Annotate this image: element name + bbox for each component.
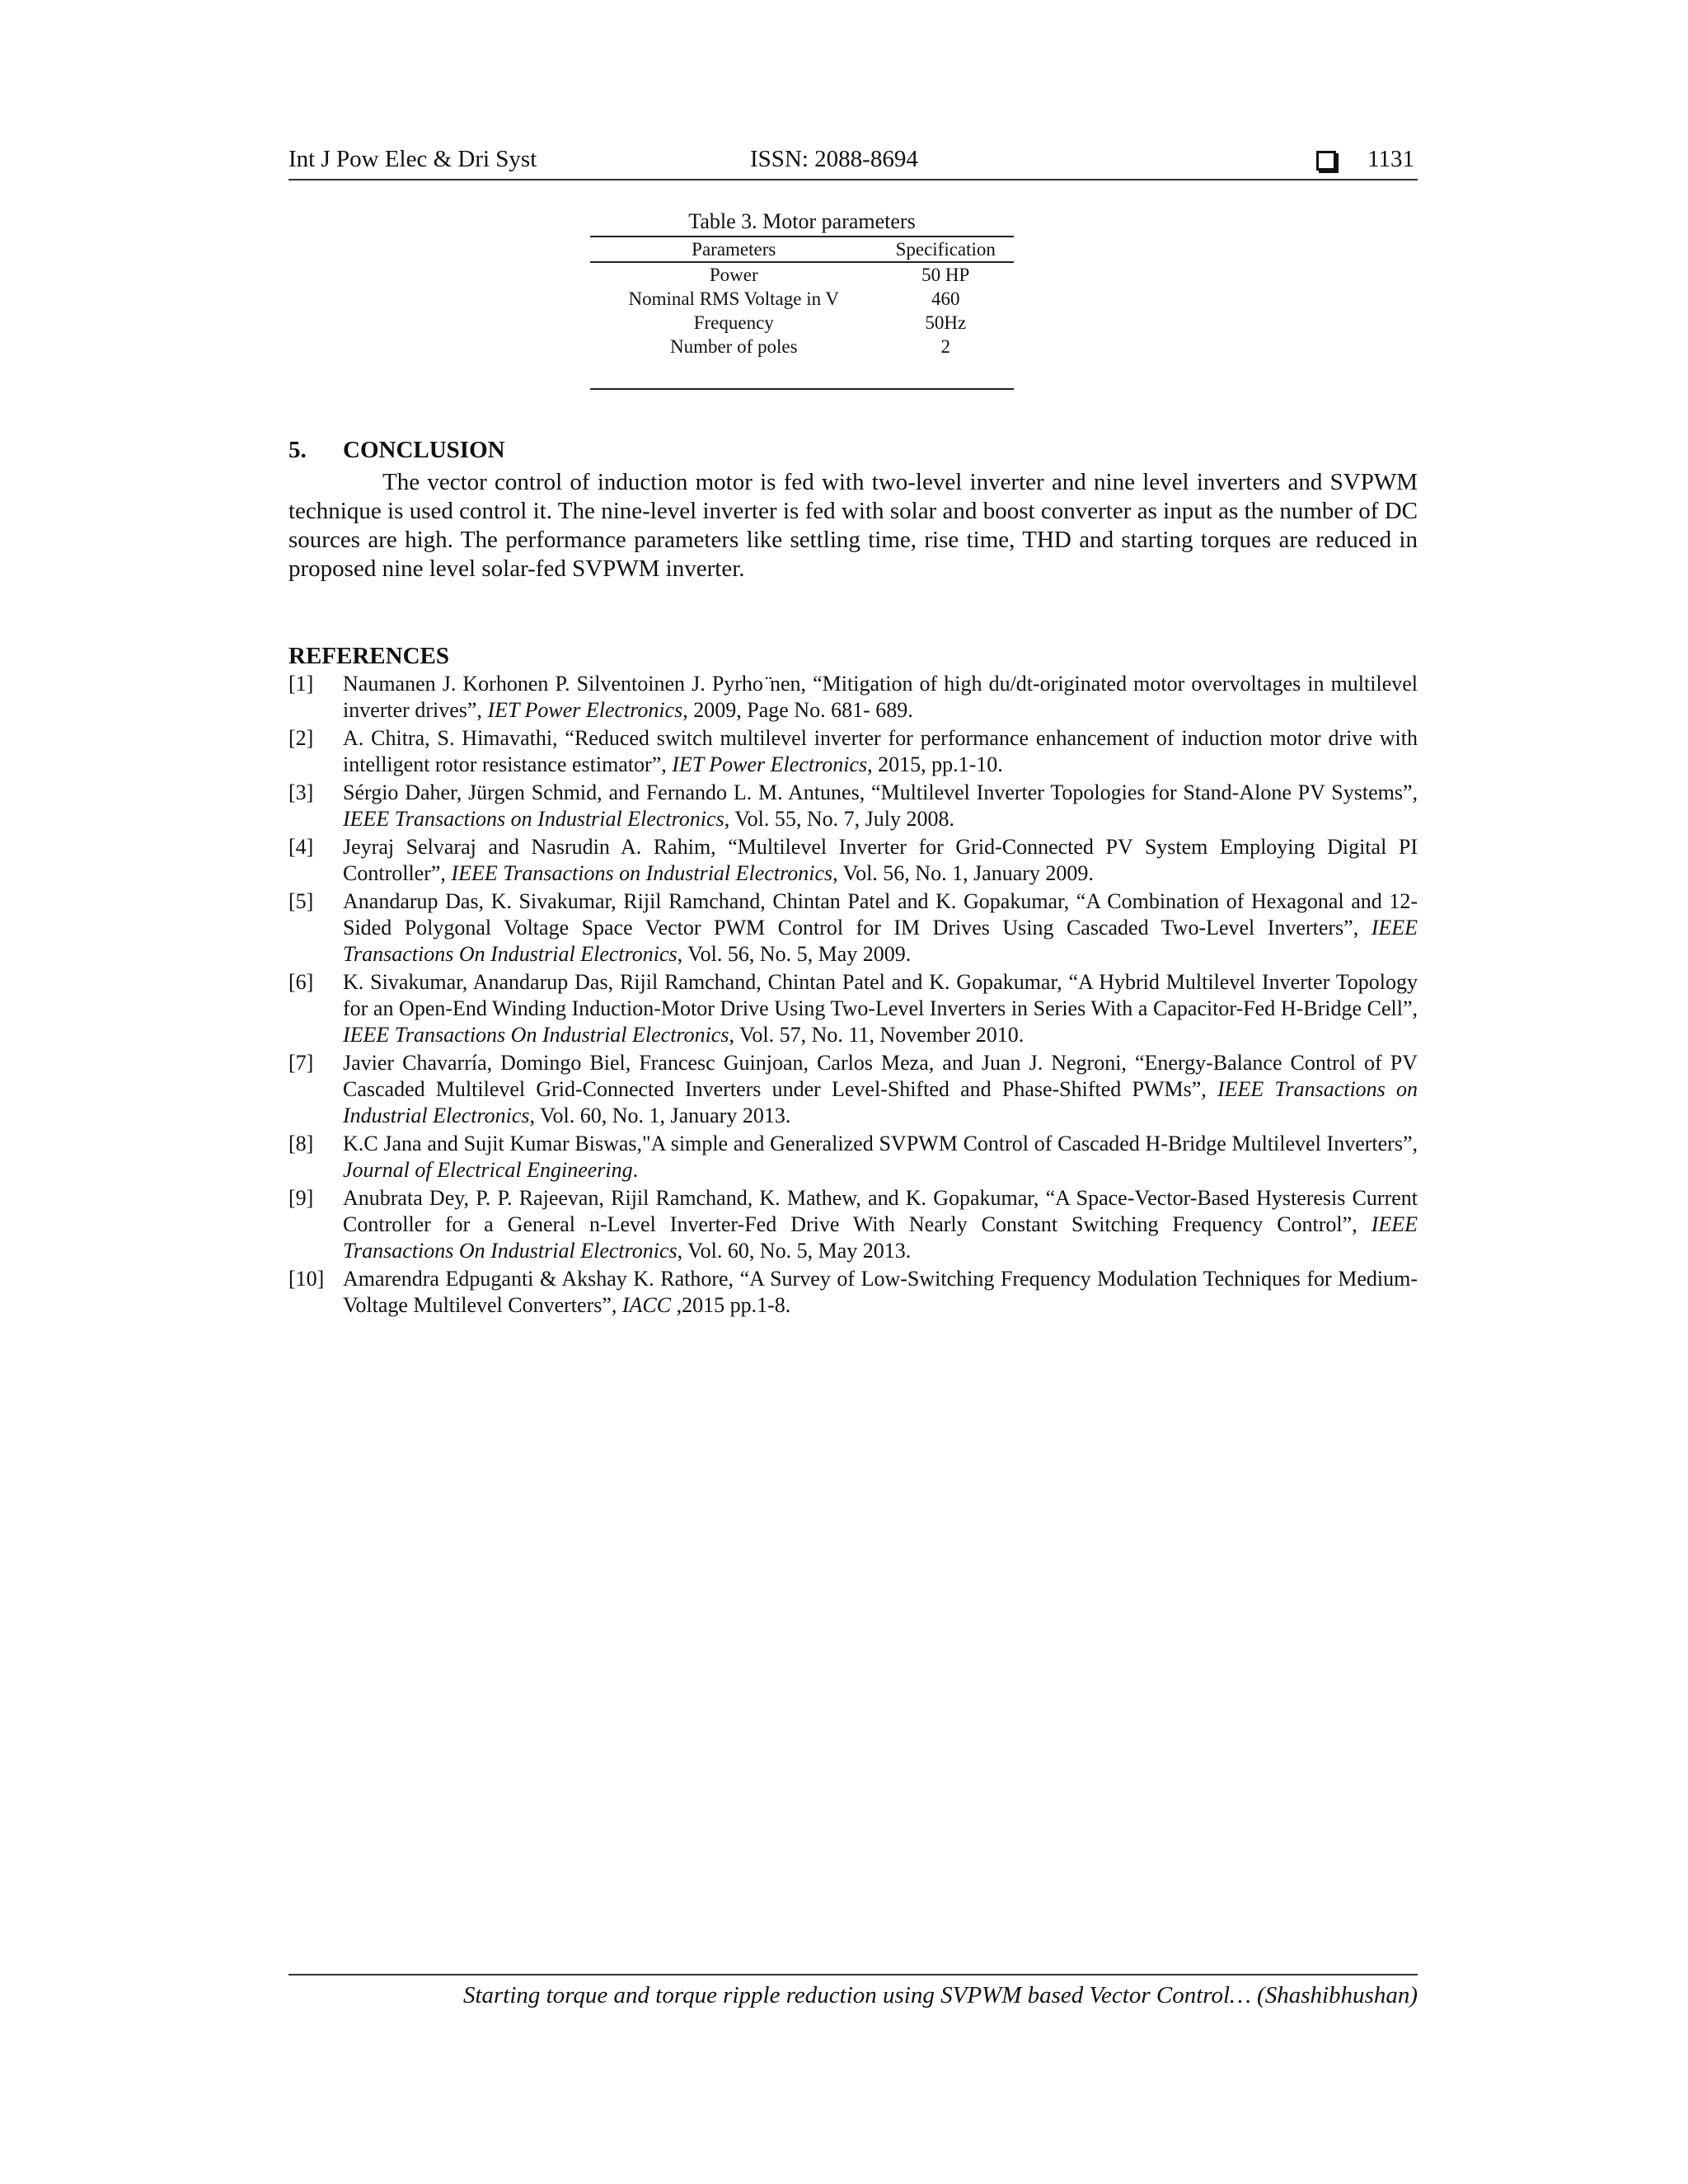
conclusion-heading [288,437,505,464]
table-row [590,335,1014,359]
reference-number: [3] [288,780,314,804]
reference-venue: IEEE Transactions On Industrial Electronics [343,1212,1418,1263]
reference-body: K. Sivakumar, Anandarup Das, Rijil Ramchand, Chintan Patel and K. Gopakumar, “A Hybrid Multilevel Inverter Topology for an Open-End Winding Induction-Motor Drive Using Two-Level Inverters in Series With a Capacitor-Fed H-Bridge Cell”, [343,970,1418,1020]
reference-body: Anubrata Dey, P. P. Rajeevan, Rijil Ramchand, K. Mathew, and K. Gopakumar, “A Space-Vector-Based Hysteresis Current Controller for a General n-Level Inverter-Fed Drive With Nearly Constant Switching Frequency Control”, [343,1186,1418,1236]
checkbox-square-icon [1316,151,1336,171]
reference-venue: IEEE Transactions On Industrial Electronics [343,1023,729,1047]
reference-text [343,969,1418,1048]
page-number-group [1316,146,1414,173]
reference-venue: Journal of Electrical Engineering [343,1158,633,1182]
section-number: 5. [288,437,307,463]
reference-details: ,2015 pp.1-8. [671,1293,791,1317]
reference-text [343,1185,1418,1264]
references-heading: REFERENCES [288,643,449,669]
reference-text [343,888,1418,968]
reference-details: , Vol. 60, No. 5, May 2013. [677,1239,912,1263]
table-row [590,311,1014,335]
reference-venue: IEEE Transactions on Industrial Electronics [343,807,724,831]
reference-body: Anandarup Das, K. Sivakumar, Rijil Ramchand, Chintan Patel and K. Gopakumar, “A Combination of Hexagonal and 12-Sided Polygonal Voltage Space Vector PWM Control for IM Drives Using Cascaded Two-Level Inverters”, [343,889,1418,940]
page-number: 1131 [1367,146,1414,172]
reference-item [288,888,1418,968]
page-header [288,144,1418,180]
reference-details: . [632,1158,639,1182]
reference-number: [7] [288,1051,314,1075]
reference-venue: IACC [621,1293,672,1317]
reference-number: [5] [288,889,314,913]
page-footer: Starting torque and torque ripple reduction using SVPWM based Vector Control… (Shashibhushan) [288,1974,1418,2009]
table-caption: Table 3. Motor parameters [688,209,916,233]
reference-body: Amarendra Edpuganti & Akshay K. Rathore, “A Survey of Low-Switching Frequency Modulation Techniques for Medium-Voltage Multilevel Converters”, [343,1267,1418,1317]
table-spacer-row [590,359,1014,389]
conclusion-paragraph: The vector control of induction motor is fed with two-level inverter and nine level inverters and SVPWM technique is used control it. The nine-level inverter is fed with solar and boost converter as input as the number of DC sources are high. The performance parameters like settling time, rise time, THD and starting torques are reduced in proposed nine level solar-fed SVPWM inverter. [288,469,1418,582]
reference-venue: IEEE Transactions on Industrial Electronics [343,1077,1418,1127]
reference-details: , Vol. 57, No. 11, November 2010. [729,1023,1025,1047]
table-cell: Frequency [693,312,774,333]
reference-list [288,671,1418,1320]
section-title: CONCLUSION [343,437,505,463]
reference-number: [6] [288,970,314,994]
table-header-row [590,237,1014,262]
reference-item [288,1185,1418,1264]
reference-text [343,1131,1418,1183]
reference-item [288,780,1418,832]
reference-item [288,834,1418,887]
reference-details: , Vol. 56, No. 5, May 2009. [677,942,912,966]
reference-body: K.C Jana and Sujit Kumar Biswas,"A simple and Generalized SVPWM Control of Cascaded H-Bridge Multilevel Inverters”, [343,1132,1418,1155]
reference-number: [4] [288,835,314,859]
reference-number: [1] [288,672,314,696]
reference-number: [10] [288,1267,325,1291]
reference-details: , Vol. 55, No. 7, July 2008. [724,807,954,831]
reference-venue: IEEE Transactions On Industrial Electronics [343,916,1418,966]
table-cell: Nominal RMS Voltage in V [628,288,840,309]
reference-details: , 2015, pp.1-10. [867,752,1003,776]
motor-parameters-table-block [590,208,1014,390]
reference-item [288,969,1418,1048]
reference-body: A. Chitra, S. Himavathi, “Reduced switch multilevel inverter for performance enhancement of induction motor drive with intelligent rotor resistance estimator”, [343,726,1418,776]
reference-body: Jeyraj Selvaraj and Nasrudin A. Rahim, “Multilevel Inverter for Grid-Connected PV System Employing Digital PI Controller”, [343,835,1418,885]
reference-text [343,1050,1418,1129]
reference-number: [9] [288,1186,314,1210]
reference-text [343,1266,1418,1319]
reference-item [288,1131,1418,1183]
table-header-cell: Specification [878,237,1014,262]
reference-item [288,725,1418,778]
table-header-cell: Parameters [590,237,878,262]
reference-details: , 2009, Page No. 681- 689. [682,698,913,722]
table-row [590,287,1014,311]
reference-item [288,1266,1418,1319]
reference-details: , Vol. 60, No. 1, January 2013. [529,1104,791,1127]
reference-body: Naumanen J. Korhonen P. Silventoinen J. Pyrho ̈nen, “Mitigation of high du/dt-originated motor overvoltages in multilevel inverter drives”, [343,672,1418,722]
reference-body: Sérgio Daher, Jürgen Schmid, and Fernando L. M. Antunes, “Multilevel Inverter Topologies for Stand-Alone PV Systems”, [343,780,1418,804]
reference-text [343,671,1418,724]
reference-text [343,725,1418,778]
issn: ISSN: 2088-8694 [750,146,918,172]
reference-text [343,780,1418,832]
reference-body: Javier Chavarría, Domingo Biel, Francesc Guinjoan, Carlos Meza, and Juan J. Negroni, “Energy-Balance Control of PV Cascaded Multilevel Grid-Connected Inverters under Level-Shifted and Phase-Shifted PWMs”, [343,1051,1418,1101]
table-cell: 2 [940,336,950,357]
reference-venue: IEEE Transactions on Industrial Electronics [451,861,833,885]
table-cell: Number of poles [669,336,798,357]
journal-name: Int J Pow Elec & Dri Syst [288,146,537,172]
table-cell: 460 [931,288,960,309]
table-cell: 50Hz [925,312,967,333]
reference-number: [2] [288,726,314,750]
reference-item [288,1050,1418,1129]
reference-item [288,671,1418,724]
reference-details: , Vol. 56, No. 1, January 2009. [832,861,1094,885]
table-cell: 50 HP [921,265,970,285]
reference-venue: IET Power Electronics [672,752,868,776]
reference-venue: IET Power Electronics [487,698,683,722]
motor-parameters-table [590,236,1014,390]
reference-number: [8] [288,1132,314,1155]
reference-text [343,834,1418,887]
table-row [590,262,1014,287]
table-cell: Power [709,265,758,285]
